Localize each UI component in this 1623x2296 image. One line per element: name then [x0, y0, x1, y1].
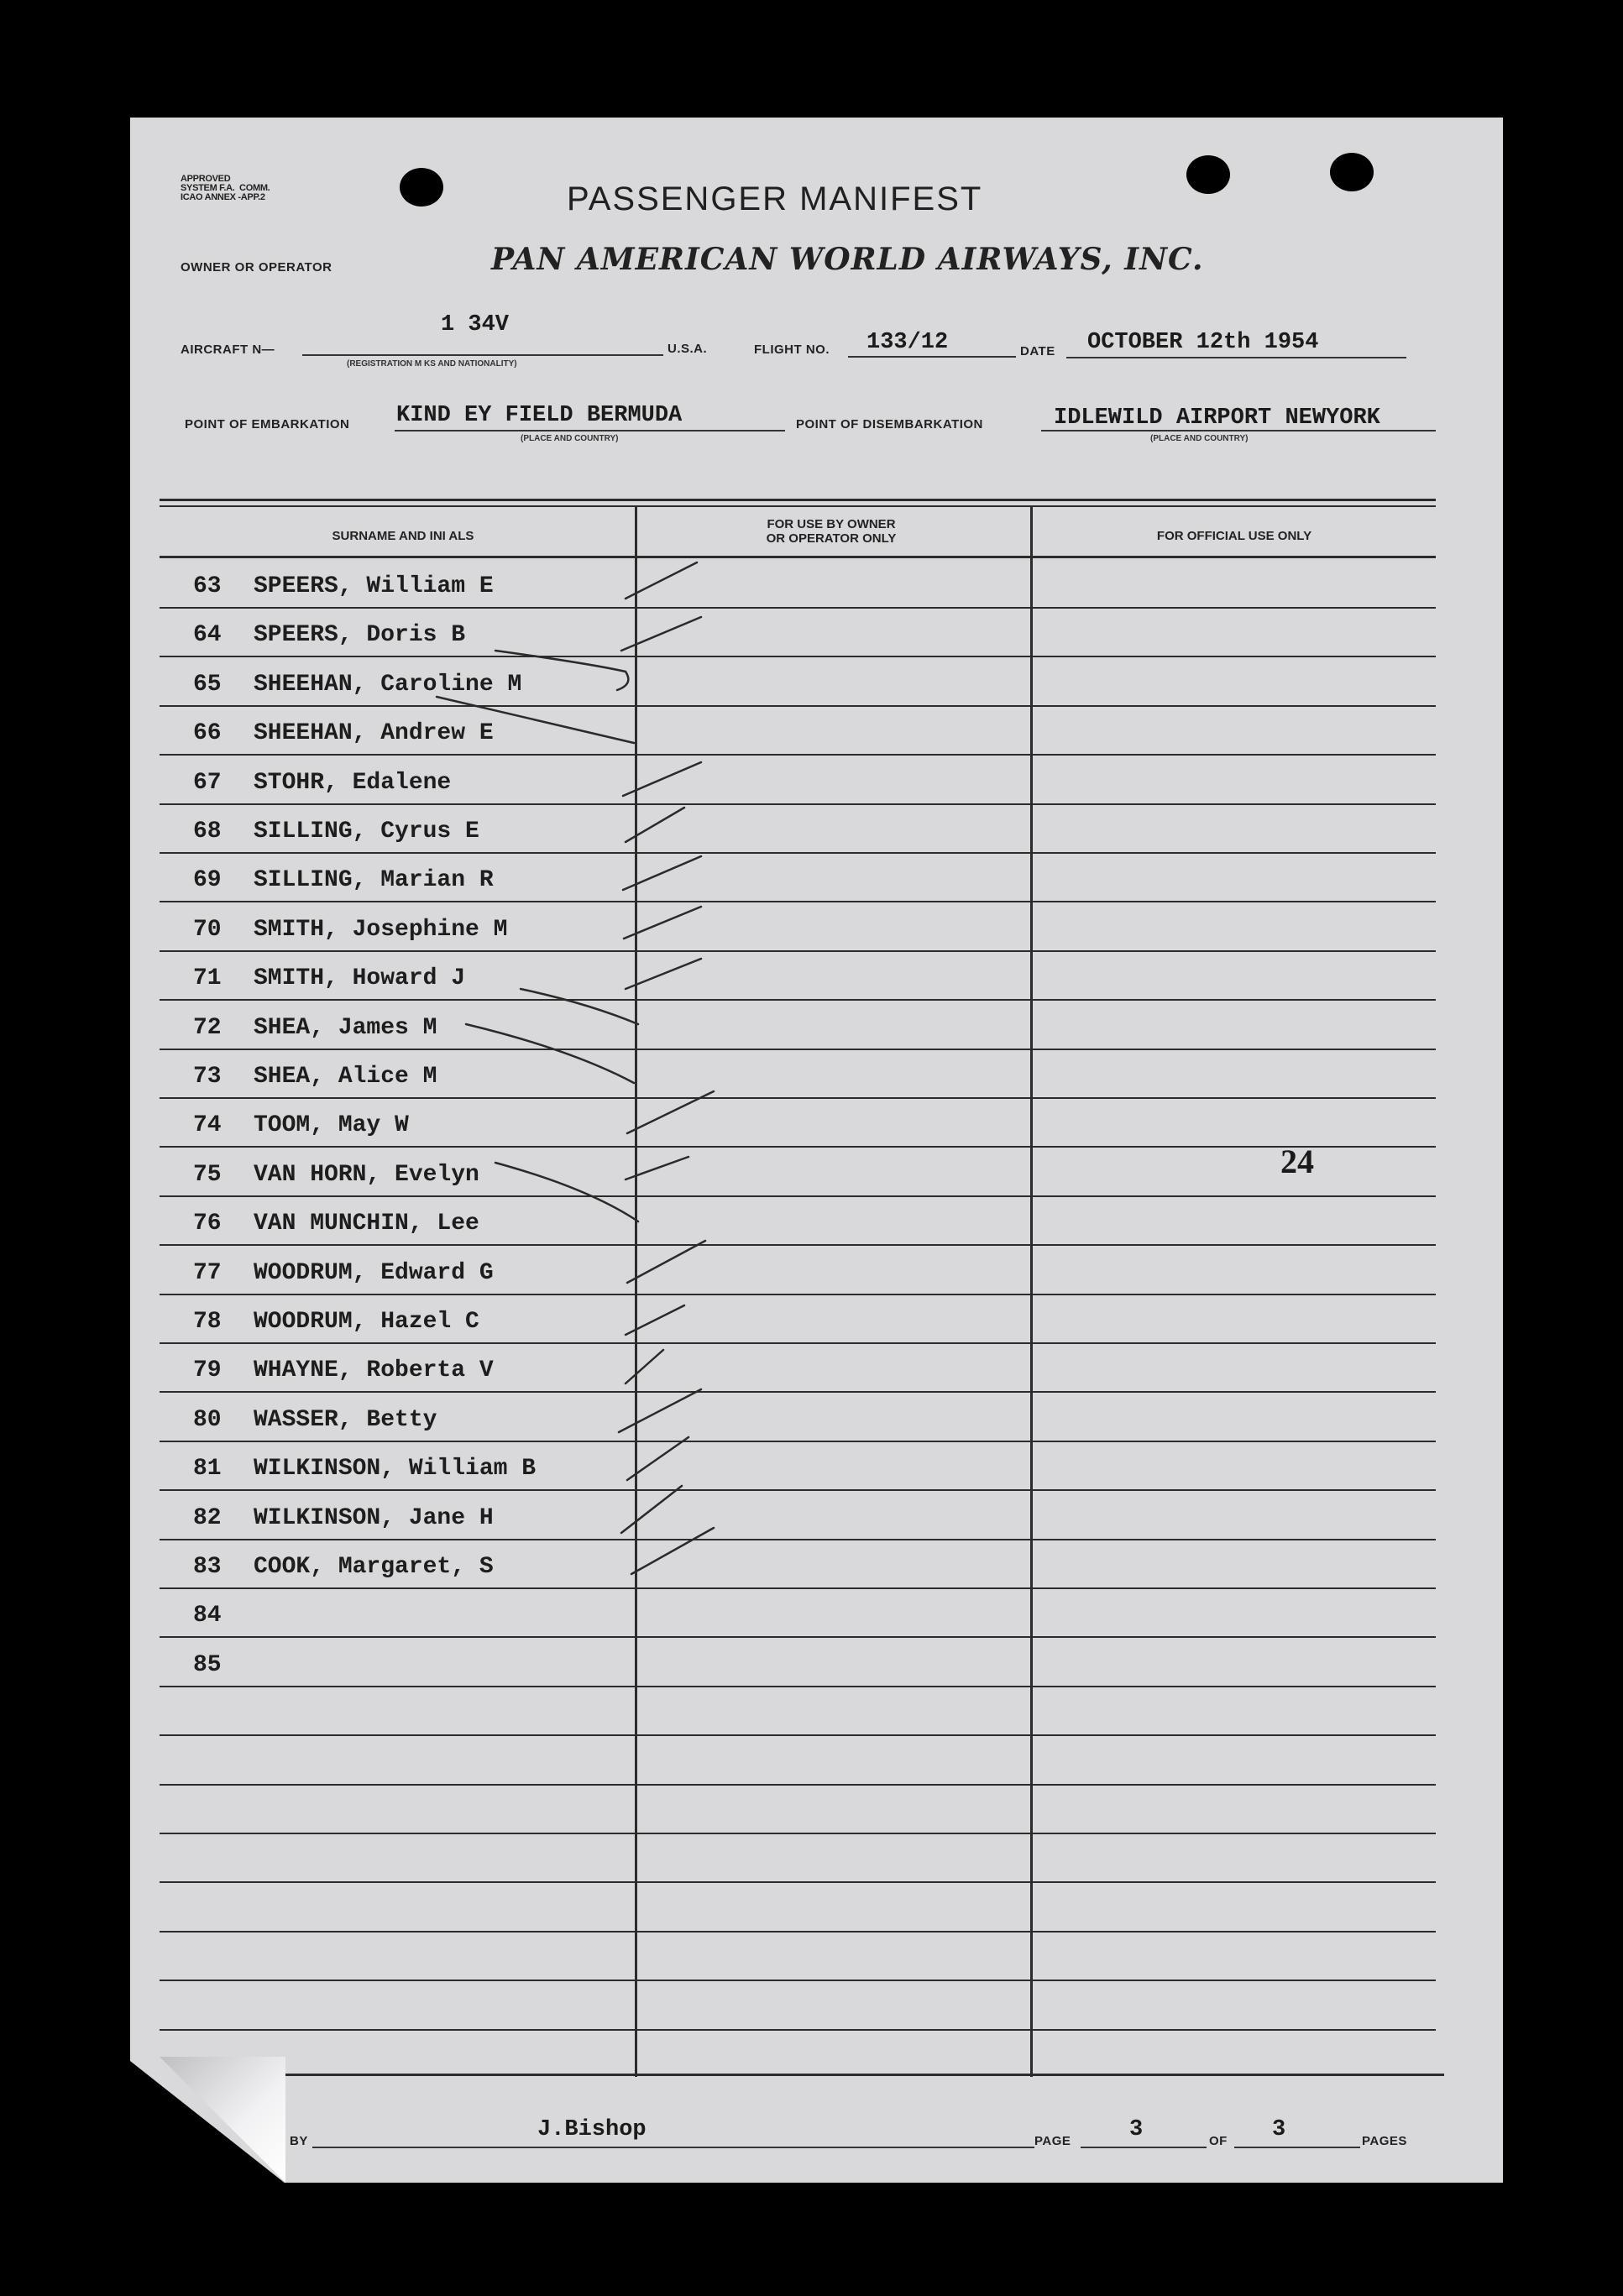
- passenger-name: SILLING, Marian R: [254, 867, 494, 893]
- passenger-name: SPEERS, William E: [254, 573, 494, 599]
- page-number: 3: [1129, 2117, 1144, 2142]
- row-number: 65: [193, 672, 222, 698]
- passenger-name: SMITH, Howard J: [254, 965, 466, 991]
- row-number: 83: [193, 1554, 222, 1580]
- row-number: 68: [193, 819, 222, 845]
- aircraft-value: 1 34V: [441, 312, 510, 337]
- passenger-name: SILLING, Cyrus E: [254, 819, 479, 845]
- embarkation-label: POINT OF EMBARKATION: [185, 417, 350, 431]
- passenger-name: WILKINSON, Jane H: [254, 1505, 494, 1531]
- row-number: 78: [193, 1309, 222, 1335]
- owner-value: PAN AMERICAN WORLD AIRWAYS, INC.: [491, 242, 1204, 277]
- row-number: 66: [193, 720, 222, 746]
- passenger-name: COOK, Margaret, S: [254, 1554, 494, 1580]
- owner-label: OWNER OR OPERATOR: [181, 260, 332, 275]
- row-number: 75: [193, 1162, 222, 1188]
- passenger-name: VAN MUNCHIN, Lee: [254, 1211, 479, 1237]
- passenger-name: STOHR, Edalene: [254, 770, 452, 796]
- date-value: OCTOBER 12th 1954: [1087, 330, 1319, 355]
- passenger-name: WOODRUM, Hazel C: [254, 1309, 479, 1335]
- passenger-name: SHEEHAN, Caroline M: [254, 672, 522, 698]
- row-number: 82: [193, 1505, 222, 1531]
- row-number: 63: [193, 573, 222, 599]
- passenger-name: WASSER, Betty: [254, 1407, 437, 1433]
- row-number: 74: [193, 1112, 222, 1138]
- row-number: 85: [193, 1652, 222, 1678]
- usa-label: U.S.A.: [668, 342, 708, 356]
- page-total: 3: [1272, 2117, 1286, 2142]
- by-value: J.Bishop: [537, 2117, 647, 2142]
- passenger-name: SHEEHAN, Andrew E: [254, 720, 494, 746]
- passenger-name: TOOM, May W: [254, 1112, 409, 1138]
- pages-label: PAGES: [1362, 2134, 1407, 2148]
- row-number: 70: [193, 917, 222, 943]
- aircraft-sublabel: (REGISTRATION M KS AND NATIONALITY): [347, 359, 517, 369]
- row-number: 80: [193, 1407, 222, 1433]
- passenger-name: SHEA, James M: [254, 1015, 437, 1041]
- passenger-name: WILKINSON, William B: [254, 1456, 537, 1482]
- page-title: PASSENGER MANIFEST: [567, 180, 983, 217]
- page-label: PAGE: [1034, 2134, 1071, 2148]
- passenger-name: SMITH, Josephine M: [254, 917, 508, 943]
- embarkation-sublabel: (PLACE AND COUNTRY): [521, 434, 619, 443]
- disembarkation-label: POINT OF DISEMBARKATION: [796, 417, 983, 431]
- flight-label: FLIGHT NO.: [754, 343, 830, 357]
- official-count: 24: [1280, 1143, 1314, 1180]
- column-header-surname: SURNAME AND INI ALS: [332, 529, 474, 543]
- row-number: 69: [193, 867, 222, 893]
- column-header-official: FOR OFFICIAL USE ONLY: [1156, 529, 1312, 543]
- row-number: 79: [193, 1357, 222, 1383]
- row-number: 76: [193, 1211, 222, 1237]
- of-label: OF: [1209, 2134, 1228, 2148]
- disembarkation-value: IDLEWILD AIRPORT NEWYORK: [1054, 405, 1380, 431]
- approval-note: APPROVED SYSTEM F.A. COMM. ICAO ANNEX -APP.2: [181, 174, 270, 202]
- row-number: 72: [193, 1015, 222, 1041]
- passenger-name: SHEA, Alice M: [254, 1064, 437, 1090]
- column-header-operator: FOR USE BY OWNER OR OPERATOR ONLY: [766, 517, 897, 546]
- by-label: BY: [290, 2134, 308, 2148]
- passenger-name: WOODRUM, Edward G: [254, 1260, 494, 1286]
- passenger-name: VAN HORN, Evelyn: [254, 1162, 479, 1188]
- row-number: 71: [193, 965, 222, 991]
- row-number: 77: [193, 1260, 222, 1286]
- row-number: 73: [193, 1064, 222, 1090]
- row-number: 81: [193, 1456, 222, 1482]
- aircraft-label: AIRCRAFT N—: [181, 343, 275, 357]
- passenger-name: WHAYNE, Roberta V: [254, 1357, 494, 1383]
- flight-value: 133/12: [866, 330, 949, 355]
- date-label: DATE: [1020, 344, 1055, 358]
- row-number: 64: [193, 622, 222, 648]
- row-number: 84: [193, 1603, 222, 1629]
- row-number: 67: [193, 770, 222, 796]
- passenger-name: SPEERS, Doris B: [254, 622, 466, 648]
- embarkation-value: KIND EY FIELD BERMUDA: [396, 403, 683, 428]
- disembarkation-sublabel: (PLACE AND COUNTRY): [1150, 434, 1249, 443]
